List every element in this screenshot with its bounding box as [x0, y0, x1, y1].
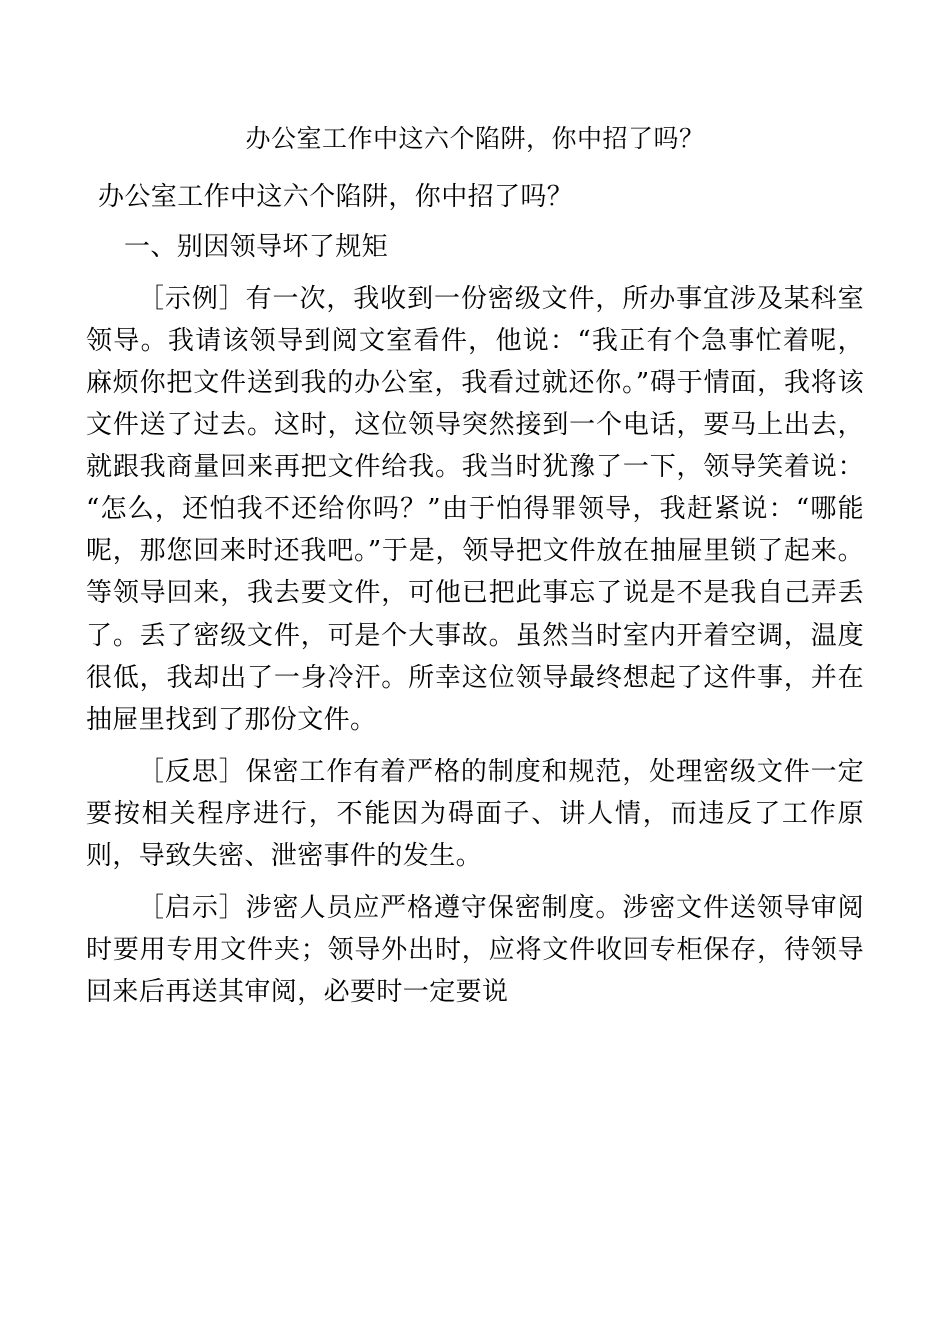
spacer [86, 741, 864, 751]
paragraph-reflection: ［反思］保密工作有着严格的制度和规范，处理密级文件一定要按相关程序进行，不能因为碍面子、讲人情，而违反了工作原则，导致失密、泄密事件的发生。 [86, 756, 864, 872]
spacer [86, 877, 864, 887]
page-title: 办公室工作中这六个陷阱，你中招了吗？ [245, 124, 705, 153]
paragraph-example: ［示例］有一次，我收到一份密级文件，所办事宜涉及某科室领导。我请该领导到阅文室看件，他说：“我正有个急事忙着呢，麻烦你把文件送到我的办公室，我看过就还你。”碍于情面，我将该文件送了过去。这时，这位领导突然接到一个电话，要马上出去，就跟我商量回来再把文件给我。我当时犹豫了一下，领导笑着说：“怎么，还怕我不还给你吗？”由于怕得罪领导，我赶紧说：“哪能呢，那您回来时还我吧。”于是，领导把文件放在抽屉里锁了起来。等领导回来，我去要文件，可他已把此事忘了说是不是我自己弄丢了。丢了密级文件，可是个大事故。虽然当时室内开着空调，温度很低，我却出了一身冷汗。所幸这位领导最终想起了这件事，并在抽屉里找到了那份文件。 [86, 283, 864, 735]
paragraph-insight: ［启示］涉密人员应严格遵守保密制度。涉密文件送领导审阅时要用专用文件夹；领导外出时，应将文件收回专柜保存，待领导回来后再送其审阅，必要时一定要说 [86, 893, 864, 1008]
section-heading: 一、别因领导坏了规矩 [124, 231, 389, 262]
document-subtitle: 办公室工作中这六个陷阱，你中招了吗？ [98, 181, 574, 212]
